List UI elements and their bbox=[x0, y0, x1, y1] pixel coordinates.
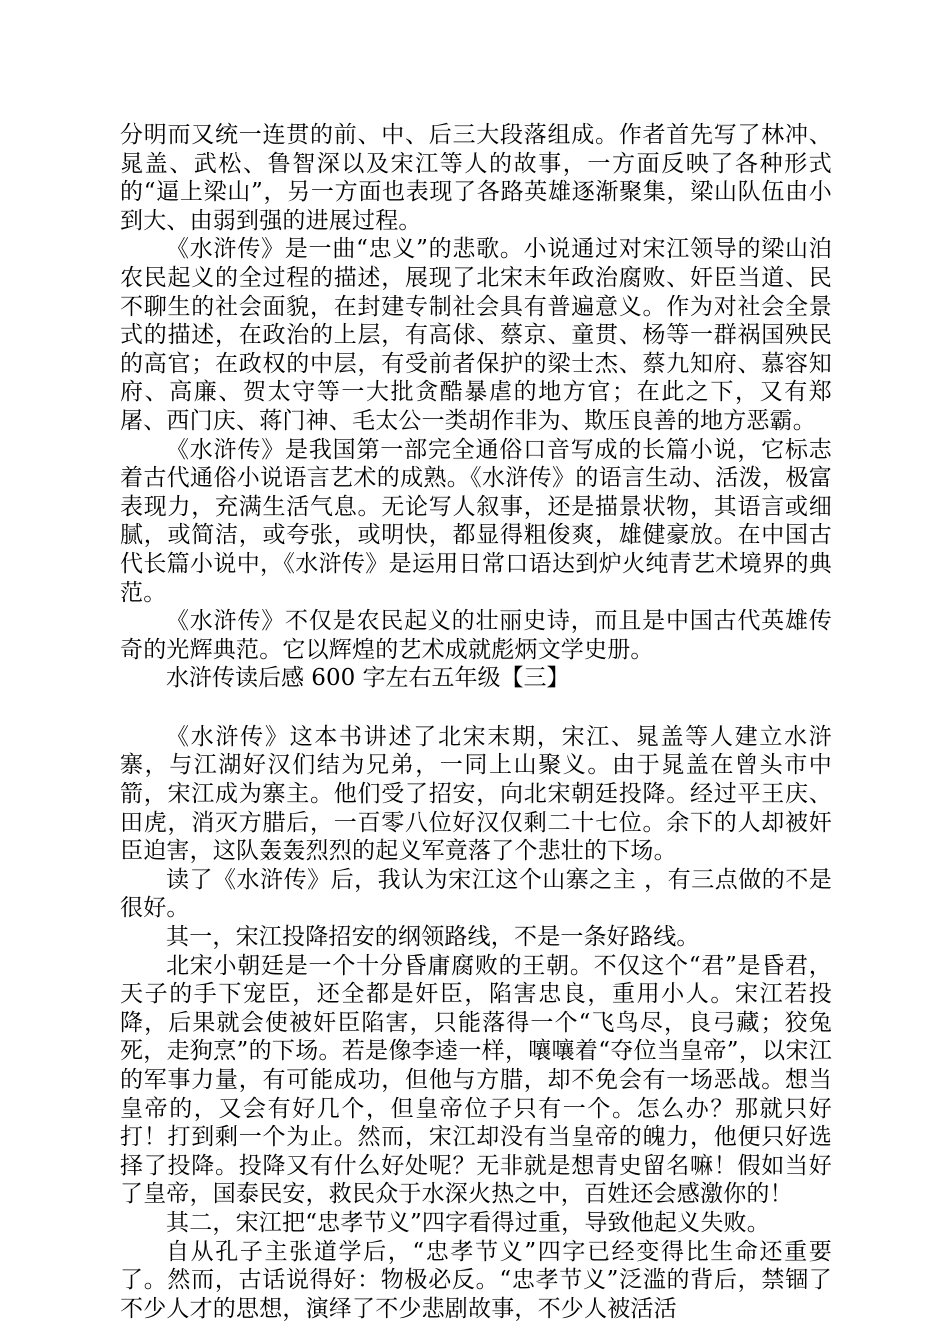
paragraph: 其一，宋江投降招安的纲领路线，不是一条好路线。 bbox=[166, 924, 700, 951]
paragraph: 自从孔子主张道学后，“忠孝节义”四字已经变得比生命还重要了。然而，古话说得好：物极必反。“忠孝节义”泛滥的背后，禁锢了不少人才的思想，演绎了不少悲剧故事，不少人被活活 bbox=[120, 1238, 832, 1322]
paragraph: 《水浒传》不仅是农民起义的壮丽史诗，而且是中国古代英雄传奇的光辉典范。它以辉煌的艺术成就彪炳文学史册。 bbox=[120, 608, 832, 663]
paragraph: 《水浒传》是我国第一部完全通俗口音写成的长篇小说，它标志着古代通俗小说语言艺术的成熟。《水浒传》的语言生动、活泼，极富表现力，充满生活气息。无论写人叙事，还是描景状物，其语言或细腻，或简洁，或夸张，或明快，都显得粗俊爽，雄健豪放。在中国古代长篇小说中，《水浒传》是运用日常口语达到炉火纯青艺术境界的典范。 bbox=[120, 436, 832, 606]
paragraph: 北宋小朝廷是一个十分昏庸腐败的王朝。不仅这个“君”是昏君，天子的手下宠臣，还全都是奸臣，陷害忠良，重用小人。宋江若投降，后果就会使被奸臣陷害，只能落得一个“飞鸟尽，良弓藏；狡兔死，走狗烹”的下场。若是像李逵一样，嚷嚷着“夺位当皇帝”，以宋江的军事力量，有可能成功，但他与方腊，却不免会有一场恶战。想当皇帝的，又会有好几个，但皇帝位子只有一个。怎么办？那就只好打！打到剩一个为止。然而，宋江却没有当皇帝的魄力，他便只好选择了投降。投降又有什么好处呢？无非就是想青史留名嘛！假如当好了皇帝，国泰民安，救民众于水深火热之中，百姓还会感激你的！ bbox=[120, 952, 832, 1208]
section-heading: 水浒传读后感 600 字左右五年级【三】 bbox=[166, 665, 570, 692]
section-spacer bbox=[120, 693, 832, 723]
paragraph: 读了《水浒传》后，我认为宋江这个山寨之主 ，有三点做的不是很好。 bbox=[120, 866, 832, 922]
paragraph: 《水浒传》这本书讲述了北宋末期，宋江、晁盖等人建立水浒寨，与江湖好汉们结为兄弟，一同上山聚义。由于晁盖在曾头市中箭，宋江成为寨主。他们受了招安，向北宋朝廷投降。经过平王庆、田虎，消灭方腊后，一百零八位好汉仅剩二十七位。余下的人却被奸臣迫害，这队轰轰烈烈的起义军竟落了个悲壮的下场。 bbox=[120, 723, 832, 865]
paragraph: 其二，宋江把“忠孝节义”四字看得过重，导致他起义失败。 bbox=[166, 1209, 770, 1236]
document-page bbox=[120, 121, 832, 1323]
paragraph: 《水浒传》是一曲“忠义”的悲歌。小说通过对宋江领导的梁山泊农民起义的全过程的描述，展现了北宋末年政治腐败、奸臣当道、民不聊生的社会面貌，在封建专制社会具有普遍意义。作为对社会全景式的描述，在政治的上层，有高俅、蔡京、童贯、杨等一群祸国殃民的高官；在政权的中层，有受前者保护的梁士杰、蔡九知府、慕容知府、高廉、贺太守等一大批贪酷暴虐的地方官；在此之下，又有郑屠、西门庆、蒋门神、毛太公一类胡作非为、欺压良善的地方恶霸。 bbox=[120, 236, 832, 434]
paragraph: 分明而又统一连贯的前、中、后三大段落组成。作者首先写了林冲、晁盖、武松、鲁智深以及宋江等人的故事，一方面反映了各种形式的“逼上梁山”，另一方面也表现了各路英雄逐渐聚集，梁山队伍由小到大、由弱到强的进展过程。 bbox=[120, 122, 832, 234]
